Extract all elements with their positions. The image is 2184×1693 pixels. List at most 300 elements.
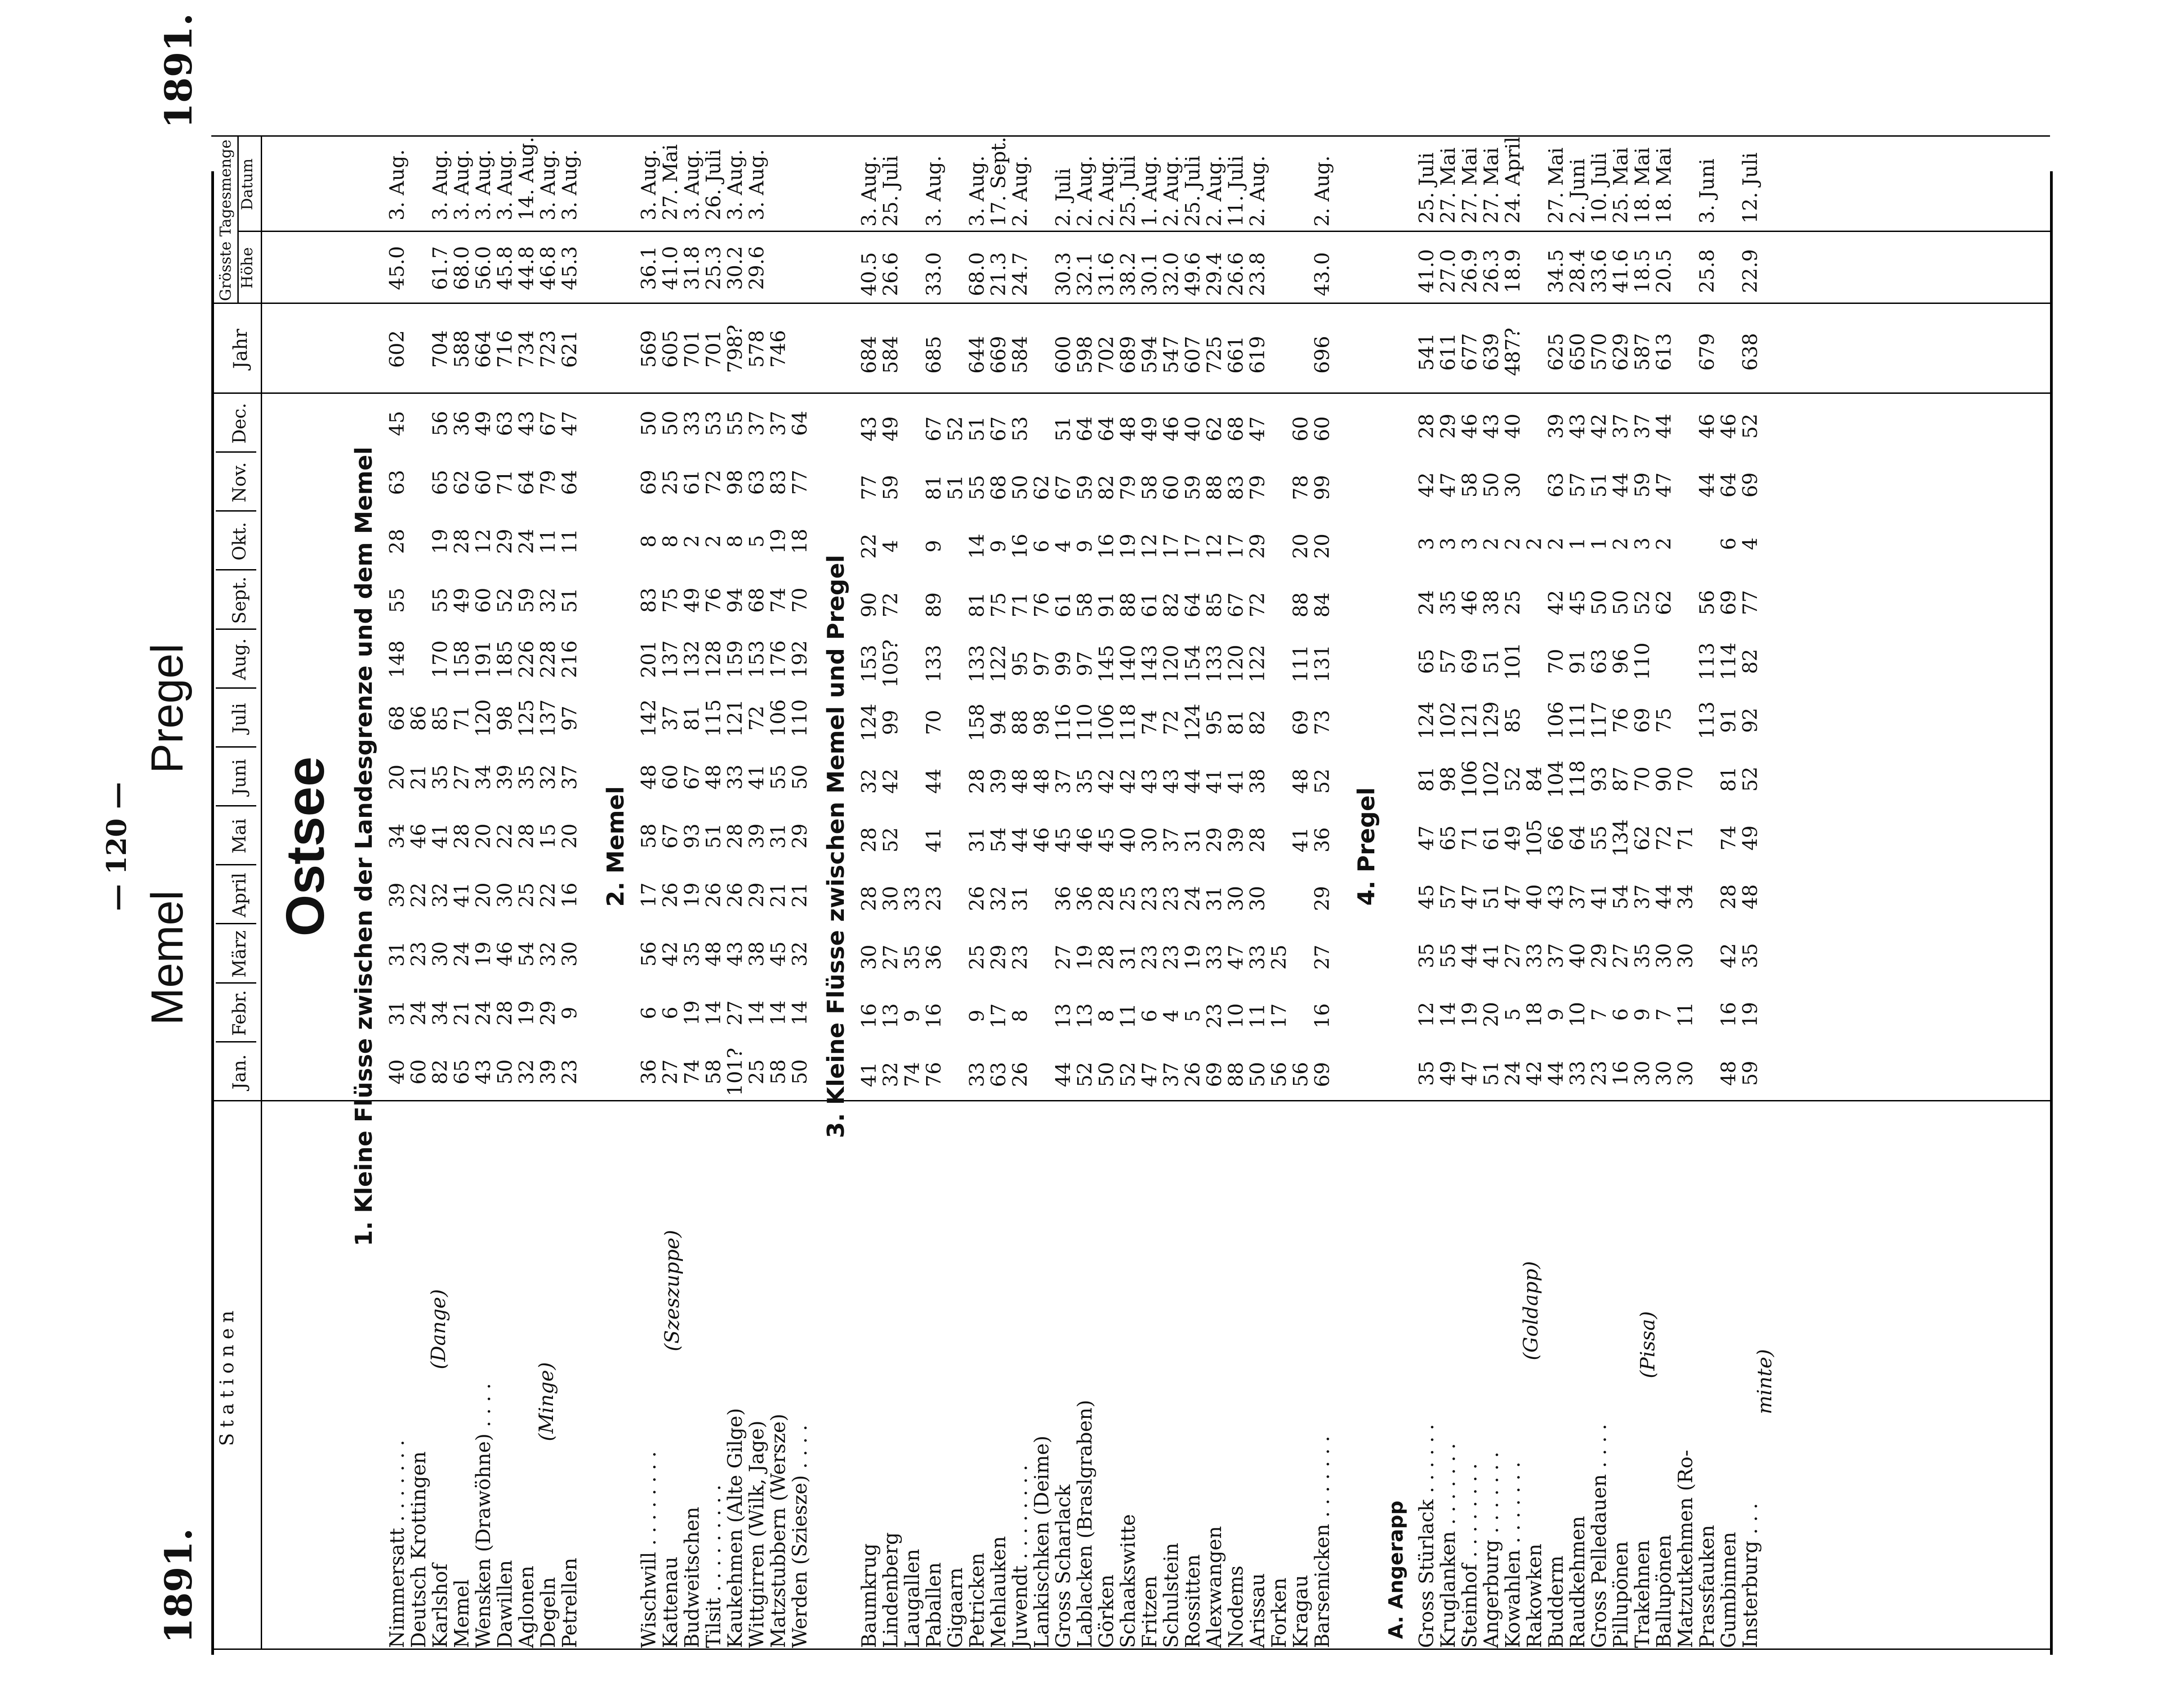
month-value: 32 (429, 882, 452, 908)
month-value (1031, 869, 1053, 928)
max-height (1718, 235, 1740, 307)
table-row (1459, 137, 1481, 1650)
month-value: 7 (1653, 1008, 1676, 1021)
month-value: 36 (1074, 886, 1096, 911)
month-value: 116 (1052, 704, 1075, 742)
rule (216, 510, 256, 512)
month-value (1697, 985, 1718, 1044)
month-value: 82 (1246, 710, 1269, 735)
month-value: 64 (789, 410, 811, 436)
brace-dange: (Dange) (427, 1289, 450, 1369)
month-value: 9 (558, 1007, 581, 1020)
month-value: 46 (1030, 827, 1053, 853)
month-value: 72 (1246, 592, 1269, 618)
month-value: 32 (537, 764, 560, 790)
month-value: 88 (1203, 475, 1226, 500)
month-value: 59 (879, 475, 902, 500)
month-value: 52 (1074, 1062, 1096, 1087)
month-value: 71 (1458, 825, 1481, 851)
month-value: 57 (1566, 472, 1589, 498)
month-value: 14 (767, 1000, 790, 1026)
header-month: Juli (229, 703, 250, 734)
month-value (902, 811, 923, 869)
year-right: 1891. (157, 13, 201, 129)
month-value: 29 (1246, 533, 1269, 559)
month-value: 22 (494, 823, 517, 849)
station-name: Petrellen (558, 1558, 581, 1648)
month-value: 41 (1203, 768, 1226, 794)
max-height: 68.0 (450, 246, 473, 290)
month-value: 2 (1502, 537, 1524, 550)
month-value: 47 (1437, 472, 1460, 498)
table-row (1481, 137, 1502, 1650)
max-height: 21.3 (987, 252, 1010, 296)
month-value: 88 (1117, 592, 1140, 618)
max-date: 3. Aug. (494, 149, 517, 221)
month-value: 9 (987, 539, 1010, 552)
month-value (945, 811, 967, 869)
month-value: 14 (702, 1000, 725, 1026)
month-value: 51 (944, 475, 967, 500)
max-date: 27. Mai (1458, 147, 1481, 224)
month-value: 44 (1052, 1062, 1075, 1087)
month-value: 158 (966, 704, 989, 742)
month-value: 72 (1653, 825, 1676, 851)
max-height: 28.4 (1566, 249, 1589, 294)
month-value: 25 (515, 882, 538, 908)
month-value: 120 (1225, 645, 1248, 683)
month-value (1269, 811, 1290, 869)
table-row (473, 137, 495, 1650)
month-value: 12 (1415, 1002, 1438, 1027)
month-value: 59 (1631, 472, 1654, 498)
rule (216, 746, 256, 748)
max-height: 31.8 (681, 246, 704, 290)
month-value: 8 (659, 535, 682, 548)
max-height: 61.7 (429, 246, 452, 290)
month-value: 20 (558, 823, 581, 849)
table-section-2 (638, 137, 811, 1650)
max-height: 26.9 (1458, 249, 1481, 294)
month-value: 34 (1674, 884, 1697, 910)
month-value: 23 (558, 1059, 581, 1085)
year-total (902, 310, 923, 400)
month-value: 31 (1009, 886, 1032, 911)
month-value: 91 (1566, 649, 1589, 674)
month-value: 50 (637, 410, 660, 436)
table-row (1096, 137, 1118, 1650)
month-value: 62 (1203, 416, 1226, 441)
month-value: 159 (724, 640, 747, 678)
month-value: 25 (1502, 590, 1524, 615)
month-value: 226 (515, 640, 538, 678)
month-value: 33 (724, 764, 747, 790)
month-value: 65 (1415, 649, 1438, 674)
header-month: Sept. (229, 576, 250, 624)
rule (237, 137, 239, 304)
max-date: 14. Aug. (515, 137, 538, 221)
year-total: 487? (1502, 327, 1524, 376)
station-name: Tilsit . . . . . . . . . (702, 1484, 725, 1648)
table-section-3 (859, 137, 1333, 1650)
month-value: 52 (1739, 413, 1762, 439)
month-value: 42 (1117, 768, 1140, 794)
month-value: 68 (1225, 416, 1248, 441)
month-value: 20 (386, 764, 409, 790)
month-value: 64 (515, 470, 538, 495)
station-name: Lindenberg (879, 1532, 902, 1648)
month-value: 83 (637, 588, 660, 613)
month-value: 32 (879, 1062, 902, 1087)
month-value: 43 (1160, 768, 1183, 794)
month-value: 85 (429, 705, 452, 731)
month-value: 74 (681, 1059, 704, 1085)
max-height: 26.6 (1225, 252, 1248, 296)
month-value: 67 (1225, 592, 1248, 618)
year-total: 607 (1181, 336, 1204, 374)
month-value (1031, 400, 1053, 459)
month-value: 158 (450, 640, 473, 678)
month-value: 23 (1160, 945, 1183, 970)
month-value: 37 (767, 410, 790, 436)
year-total (789, 304, 811, 394)
month-value: 30 (494, 882, 517, 908)
month-value: 41 (1289, 827, 1312, 853)
table-row (1438, 137, 1459, 1650)
table-row (1182, 137, 1204, 1650)
month-value: 95 (1203, 710, 1226, 735)
year-total: 704 (429, 330, 452, 368)
month-value: 41 (858, 1062, 881, 1087)
month-value: 59 (1739, 1060, 1762, 1086)
month-value: 19 (1117, 533, 1140, 559)
month-value: 52 (1631, 590, 1654, 615)
month-value: 37 (1609, 413, 1632, 439)
month-value: 91 (1717, 708, 1740, 733)
max-date: 2. Aug. (1009, 155, 1032, 227)
month-value: 41 (745, 764, 768, 790)
month-value: 85 (1203, 592, 1226, 618)
table-row (1312, 137, 1333, 1650)
month-value (1654, 632, 1675, 691)
month-value: 54 (987, 827, 1010, 853)
month-value: 67 (681, 764, 704, 790)
month-value: 27 (1502, 943, 1524, 968)
max-date: 3. Aug. (537, 149, 560, 221)
month-value: 46 (1696, 413, 1719, 439)
month-value: 39 (1545, 413, 1568, 439)
month-value: 35 (1415, 943, 1438, 968)
table-row (1718, 137, 1740, 1650)
month-value: 47 (1458, 1060, 1481, 1086)
month-value: 50 (1480, 472, 1503, 498)
month-value: 42 (1588, 413, 1611, 439)
month-value: 16 (923, 1003, 945, 1029)
station-name: Pillupönen (1609, 1541, 1632, 1648)
month-value: 74 (1138, 710, 1161, 735)
month-value: 76 (702, 588, 725, 613)
max-height: 34.5 (1545, 249, 1568, 294)
max-date: 2. Aug. (1074, 155, 1096, 227)
station-name: Raudkehmen (1566, 1515, 1589, 1648)
year-total: 621 (558, 330, 581, 368)
month-value: 22 (407, 882, 430, 908)
month-value: 51 (1588, 472, 1611, 498)
month-value: 148 (386, 640, 409, 678)
month-value: 20 (472, 882, 495, 908)
year-total: 734 (515, 330, 538, 368)
table-row (638, 137, 660, 1650)
max-date: 3. Aug. (450, 149, 473, 221)
station-name: Kattenau (659, 1556, 682, 1648)
max-date: 2. Juni (1566, 158, 1589, 224)
month-value: 41 (429, 823, 452, 849)
month-value: 45 (1052, 827, 1075, 853)
month-value: 28 (1095, 886, 1118, 911)
month-value: 170 (429, 640, 452, 678)
month-value: 153 (745, 640, 768, 678)
max-date: 2. Aug. (1160, 155, 1183, 227)
table-row (1524, 137, 1546, 1650)
top-rule (211, 171, 214, 1655)
month-value (408, 512, 430, 571)
month-value: 16 (558, 882, 581, 908)
month-value: 99 (1052, 651, 1075, 677)
month-value: 41 (923, 827, 945, 853)
month-value (902, 517, 923, 576)
station-name: Trakehnen (1631, 1540, 1654, 1648)
month-value: 63 (386, 470, 409, 495)
station-name: Gigaarn (944, 1567, 967, 1648)
max-height (789, 232, 811, 304)
station-name: Rakowken (1523, 1543, 1546, 1648)
station-name: Mehlauken (987, 1536, 1010, 1648)
year-total: 584 (1009, 336, 1032, 374)
year-total: 684 (858, 336, 881, 374)
max-height: 45.0 (386, 246, 409, 290)
month-value: 83 (1225, 475, 1248, 500)
max-date: 3. Aug. (724, 149, 747, 221)
month-value: 47 (1502, 884, 1524, 910)
month-value: 45 (767, 941, 790, 967)
month-value: 49 (472, 410, 495, 436)
month-value: 26 (702, 882, 725, 908)
max-date: 3. Aug. (386, 149, 409, 221)
year-total: 644 (966, 336, 989, 374)
table-row (1226, 137, 1247, 1650)
month-value: 51 (966, 416, 989, 441)
month-value: 29 (494, 529, 517, 554)
month-value: 70 (1545, 649, 1568, 674)
max-date: 27. Mai (659, 144, 682, 221)
month-value: 137 (659, 640, 682, 678)
max-date (1718, 137, 1740, 235)
max-height: 30.2 (724, 246, 747, 290)
month-value: 65 (429, 470, 452, 495)
month-value (1675, 455, 1697, 514)
month-value: 35 (1415, 1060, 1438, 1086)
month-value: 47 (1458, 884, 1481, 910)
station-name: Alexwangen (1203, 1526, 1226, 1648)
month-value: 63 (494, 410, 517, 436)
month-value: 63 (1545, 472, 1568, 498)
month-value: 56 (429, 410, 452, 436)
month-value: 75 (659, 588, 682, 613)
month-value: 29 (1588, 943, 1611, 968)
header-month: Jan. (229, 1054, 250, 1090)
month-value: 8 (724, 535, 747, 548)
month-value: 42 (1545, 590, 1568, 615)
month-value: 27 (1311, 945, 1334, 970)
month-value: 12 (472, 529, 495, 554)
month-value: 93 (681, 823, 704, 849)
month-value: 27 (724, 1000, 747, 1026)
month-value: 101? (724, 1047, 747, 1096)
max-date: 3. Aug. (558, 149, 581, 221)
month-value: 4 (1160, 1009, 1183, 1022)
month-value: 19 (767, 528, 790, 554)
month-value: 32 (858, 768, 881, 794)
month-value: 25 (1117, 886, 1140, 911)
month-value: 37 (1160, 1062, 1183, 1087)
month-value: 17 (637, 882, 660, 908)
month-value (945, 1045, 967, 1104)
month-value: 24 (407, 1000, 430, 1026)
month-value: 64 (558, 470, 581, 495)
year-left: 1891. (157, 1528, 201, 1644)
month-value: 82 (1160, 592, 1183, 618)
year-total: 605 (659, 330, 682, 368)
month-value: 64 (1717, 472, 1740, 498)
month-value (1524, 691, 1546, 750)
table-row (1290, 137, 1312, 1650)
table-row (746, 137, 768, 1650)
month-value: 58 (767, 1059, 790, 1085)
brace-rominte: minte) (1753, 1349, 1776, 1414)
month-value: 31 (1203, 886, 1226, 911)
max-height: 33.6 (1588, 249, 1611, 294)
month-value: 52 (1739, 766, 1762, 792)
month-value: 52 (1311, 768, 1334, 794)
month-value (408, 394, 430, 453)
month-value: 38 (745, 941, 768, 967)
month-value: 39 (386, 882, 409, 908)
month-value: 34 (472, 764, 495, 790)
month-value: 153 (858, 645, 881, 683)
month-value: 33 (681, 410, 704, 436)
station-name: Karlshof (429, 1564, 452, 1648)
month-value: 37 (1545, 943, 1568, 968)
month-value (945, 575, 967, 634)
month-value: 31 (966, 827, 989, 853)
month-value: 43 (472, 1059, 495, 1085)
month-value: 69 (1203, 1062, 1226, 1087)
month-value: 133 (966, 645, 989, 683)
month-value: 56 (1289, 1062, 1312, 1087)
year-total: 547 (1160, 336, 1183, 374)
month-value: 106 (1545, 701, 1568, 740)
month-value: 50 (789, 1059, 811, 1085)
max-height (1524, 235, 1546, 307)
station-name: Matzutkehmen (Ro- (1674, 1450, 1697, 1648)
month-value: 42 (1095, 768, 1118, 794)
month-value: 104 (1545, 760, 1568, 798)
month-value: 59 (515, 588, 538, 613)
month-value: 17 (1181, 533, 1204, 559)
month-value: 4 (879, 539, 902, 552)
max-height (1675, 235, 1697, 307)
month-value: 85 (1502, 708, 1524, 733)
year-total: 613 (1653, 333, 1676, 371)
month-value: 60 (1160, 475, 1183, 500)
station-name: Degeln (537, 1577, 560, 1648)
month-value: 70 (1631, 766, 1654, 792)
month-value (1675, 632, 1697, 691)
month-value: 58 (637, 823, 660, 849)
month-value: 39 (745, 823, 768, 849)
month-value: 3 (1631, 537, 1654, 550)
year-total: 639 (1480, 333, 1503, 371)
table-row (1074, 137, 1096, 1650)
year-total (408, 304, 430, 394)
max-date: 25. Juli (1117, 156, 1140, 227)
max-date: 3. Aug. (858, 155, 881, 227)
month-value: 37 (745, 410, 768, 436)
month-value: 46 (1074, 827, 1096, 853)
month-value: 4 (1739, 537, 1762, 550)
month-value: 3 (1458, 537, 1481, 550)
header-month: Okt. (229, 522, 250, 561)
month-value: 41 (1480, 943, 1503, 968)
month-value: 33 (901, 886, 924, 911)
month-value: 26 (724, 882, 747, 908)
month-value: 25 (745, 1059, 768, 1085)
month-value: 64 (1095, 416, 1118, 441)
month-value: 8 (1009, 1009, 1032, 1022)
month-value: 228 (537, 640, 560, 678)
month-value: 37 (659, 705, 682, 731)
rule (216, 1041, 256, 1043)
month-value: 49 (450, 588, 473, 613)
month-value (945, 869, 967, 928)
max-height: 18.5 (1631, 249, 1654, 294)
month-value: 20 (1311, 533, 1334, 559)
month-value: 37 (1631, 884, 1654, 910)
month-value: 52 (879, 827, 902, 853)
brace-goldapp: (Goldapp) (1520, 1261, 1542, 1360)
station-name: Kaukehmen (Alte Gilge) (724, 1408, 747, 1648)
table-row (1654, 137, 1675, 1650)
month-value: 8 (637, 535, 660, 548)
month-value: 30 (1653, 943, 1676, 968)
month-value: 125 (515, 699, 538, 737)
month-value: 20 (1289, 533, 1312, 559)
month-value: 60 (472, 470, 495, 495)
month-value: 51 (1052, 416, 1075, 441)
month-value: 2 (1480, 537, 1503, 550)
year-total: 650 (1566, 333, 1589, 371)
month-value: 35 (681, 941, 704, 967)
month-value: 47 (1653, 472, 1676, 498)
month-value: 14 (966, 533, 989, 559)
month-value: 34 (386, 823, 409, 849)
month-value: 42 (1415, 472, 1438, 498)
max-height: 30.1 (1138, 252, 1161, 296)
month-value (1269, 458, 1290, 517)
month-value: 9 (1074, 539, 1096, 552)
max-height (408, 232, 430, 304)
month-value: 26 (659, 882, 682, 908)
